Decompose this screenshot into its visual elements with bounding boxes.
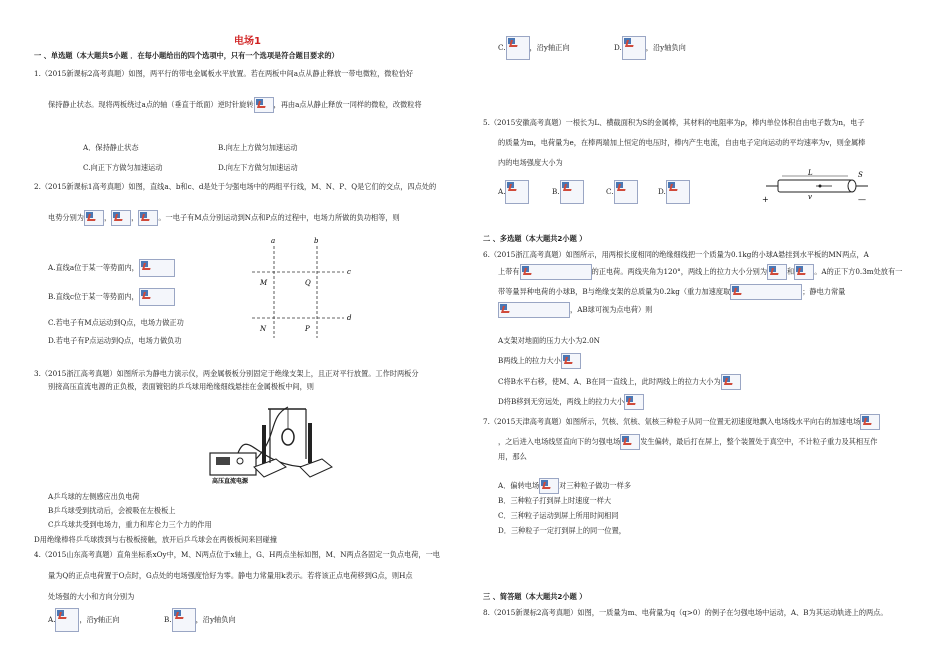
- q6-line2: 上带有 的正电荷。两线夹角为120°，两线上的拉力大小分别为 和 。A的正下方0.3m处放有一: [498, 264, 902, 280]
- q1-option-d: D.向左下方做匀加速运动: [218, 163, 298, 172]
- q5-option-a: A.: [498, 180, 529, 204]
- q4-line2: 量为Q的正点电荷置于O点时，G点处的电场强度恰好为零。静电力常量用k表示。若将该正点电荷移到G点，则H点: [48, 571, 413, 580]
- q6-line1: 6.（2015浙江高考真题）如图所示，用两根长度相同的绝缘细线把一个质量为0.1kg的小球A悬挂到水平板的MN两点，A: [483, 250, 869, 259]
- section-heading-single-choice: 一 、单选题（本大题共5小题 ．在每小题给出的四个选项中，只有一个选项是符合题目要求的）: [34, 51, 339, 60]
- power-supply-label: 高压直流电源: [212, 478, 249, 485]
- q4-option-d: D. ，沿y轴负向: [614, 36, 686, 60]
- formula-image: [506, 36, 530, 60]
- formula-image: [84, 210, 104, 226]
- formula-image: [520, 264, 592, 280]
- formula-image: [111, 210, 131, 226]
- q7-line2: ，之后进入电场线竖直向下的匀强电场 发生偏转，最后打在屏上，整个装置处于真空中，不计粒子重力及其相互作: [498, 434, 877, 450]
- q6-line4: ，AB球可视为点电荷）则: [498, 302, 652, 318]
- formula-image: [139, 259, 175, 277]
- q1-option-b: B.向左上方做匀加速运动: [218, 143, 298, 152]
- q4-option-c: C. ，沿y轴正向: [498, 36, 570, 60]
- formula-image: [860, 414, 880, 430]
- q6-option-b: B两线上的拉力大小: [498, 353, 581, 369]
- q7-option-d: D．三种粒子一定打到屏上的同一位置，: [498, 526, 626, 535]
- q1-option-c: C.向正下方做匀加速运动: [83, 163, 163, 172]
- q5-option-b: B.: [552, 180, 584, 204]
- label-minus: —: [858, 195, 866, 204]
- q4-option-b: B. ，沿y轴负向: [164, 608, 236, 632]
- q3-option-b: B乒乓球受到扰动后，会被吸在左极板上: [48, 506, 176, 515]
- q7-option-a: A．偏转电场 对三种粒子做功一样多: [498, 478, 631, 494]
- q2-option-a: A.直线a位于某一等势面内，: [48, 259, 175, 277]
- q2-line2: 电势分别为 ， ， 。一电子有M点分别运动到N点和P点的过程中，电场力所做的负功相等，则: [48, 210, 400, 226]
- label-velocity: v: [808, 193, 812, 201]
- q1-option-a: A．保持静止状态: [83, 143, 139, 152]
- q6-option-c: C将B水平右移，使M、A、B在同一直线上，此时两线上的拉力大小为: [498, 374, 741, 390]
- page-title: 电场1: [234, 36, 261, 47]
- q5-line3: 内的电场强度大小为: [498, 158, 563, 167]
- formula-image: [622, 36, 646, 60]
- section-heading-multi-choice: 二 、多选题（本大题共2小题 ）: [483, 234, 587, 243]
- formula-image: [539, 478, 559, 494]
- formula-image: [614, 180, 638, 204]
- label-area: S: [858, 171, 863, 179]
- q1-line1: 1.（2015新课标2高考真题）如图，两平行的带电金属板水平放置。若在两板中间a点从静止释放一带电微粒，微粒恰好: [34, 69, 414, 78]
- label-length: L: [808, 169, 813, 177]
- q7-option-b: B．三种粒子打到屏上时速度一样大: [498, 496, 612, 505]
- formula-image: [138, 210, 158, 226]
- q5-line1: 5.（2015安徽高考真题）一根长为L、横截面积为S的金属棒，其材料的电阻率为ρ，棒内单位体积自由电子数为n，电子: [483, 118, 865, 127]
- q2-option-c: C.若电子有M点运动到Q点，电场力做正功: [48, 318, 184, 327]
- q7-line1: 7.（2015天津高考真题）如图所示，氕核、氘核、氚核三种粒子从同一位置无初速度地飘入电场线水平向右的加速电场: [483, 414, 880, 430]
- label-q: Q: [305, 279, 311, 287]
- label-n: N: [260, 325, 267, 333]
- label-d: d: [347, 314, 352, 322]
- formula-image: [172, 608, 196, 632]
- formula-image: [505, 180, 529, 204]
- formula-image: [254, 97, 274, 113]
- q2-option-d: D.若电子有P点运动到Q点，电场力做负功: [48, 336, 182, 345]
- formula-image: [721, 374, 741, 390]
- section-heading-short-answer: 三 、简答题（本大题共2小题 ）: [483, 592, 587, 601]
- formula-image: [139, 288, 175, 306]
- label-p: P: [305, 325, 310, 333]
- formula-image: [666, 180, 690, 204]
- q3-option-a: A乒乓球的左侧感应出负电荷: [48, 492, 140, 501]
- q2-line1: 2.（2015新课标1高考真题）如图，直线a、b和c、d是处于匀强电场中的两组平行线，M、N、P、Q是它们的交点，四点处的: [34, 182, 437, 191]
- q7-line3: 用，那么: [498, 452, 527, 461]
- formula-image: [560, 180, 584, 204]
- label-a: a: [271, 237, 276, 245]
- q1-line2: 保持静止状态。现将两板绕过a点的轴（垂直于纸面）逆时针旋转 ，再由a点从静止释放一同样的微粒，改微粒将: [48, 97, 422, 113]
- q3-line2: 别接高压直流电源的正负极，表面镀铝的乒乓球用绝缘细线悬挂在金属极板中间，则: [48, 382, 314, 391]
- label-b: b: [314, 237, 319, 245]
- q5-option-d: D.: [658, 180, 690, 204]
- formula-image: [624, 394, 644, 410]
- q2-field-figure: [252, 236, 360, 344]
- q3-apparatus-figure: [208, 397, 358, 485]
- q8-line1: 8.（2015新课标2高考真题）如图，一质量为m、电荷量为q（q>0）的例子在匀强电场中运动，A、B为其运动轨迹上的两点。: [483, 608, 888, 617]
- label-plus: +: [762, 195, 769, 204]
- formula-image: [498, 302, 570, 318]
- q5-rod-figure: [760, 166, 872, 206]
- formula-image: [730, 284, 802, 300]
- q3-option-d: D用绝缘棒将乒乓球拨到与右极板接触，放开后乒乓球会在两极板间来回碰撞: [34, 535, 277, 544]
- formula-image: [794, 264, 814, 280]
- q5-option-c: C.: [606, 180, 638, 204]
- q2-option-b: B.直线c位于某一等势面内，: [48, 288, 175, 306]
- q7-option-c: C．三种粒子运动到屏上所用时间相同: [498, 511, 619, 520]
- q5-line2: 的质量为m，电荷量为e，在棒两端加上恒定的电压时，棒内产生电流，自由电子定向运动的平均速率为v，则金属棒: [498, 138, 866, 147]
- q6-option-d: D将B移到无穷远处，两线上的拉力大小: [498, 394, 644, 410]
- formula-image: [561, 353, 581, 369]
- q3-line1: 3.（2015浙江高考真题）如图所示为静电力演示仪，两金属极板分别固定于绝缘支架上，且正对平行放置。工作时两板分: [34, 369, 419, 378]
- label-m: M: [260, 279, 268, 287]
- q4-line1: 4.（2015山东高考真题）直角坐标系xOy中，M、N两点位于x轴上，G、H两点坐标如图，M、N两点各固定一负点电荷，一电: [34, 550, 440, 559]
- q4-line3: 处场强的大小和方向分别为: [48, 592, 135, 601]
- q3-option-c: C乒乓球共受到电场力，重力和库仑力三个力的作用: [48, 520, 212, 529]
- q4-option-a: A. ，沿y轴正向: [48, 608, 119, 632]
- q6-line3: 带等量异种电荷的小球B，B与绝缘支架的总质量为0.2kg（重力加速度取 ；静电力常量: [498, 284, 845, 300]
- formula-image: [620, 434, 640, 450]
- formula-image: [767, 264, 787, 280]
- q6-option-a: A支架对地面的压力大小为2.0N: [498, 336, 600, 345]
- formula-image: [55, 608, 79, 632]
- label-c: c: [347, 268, 351, 276]
